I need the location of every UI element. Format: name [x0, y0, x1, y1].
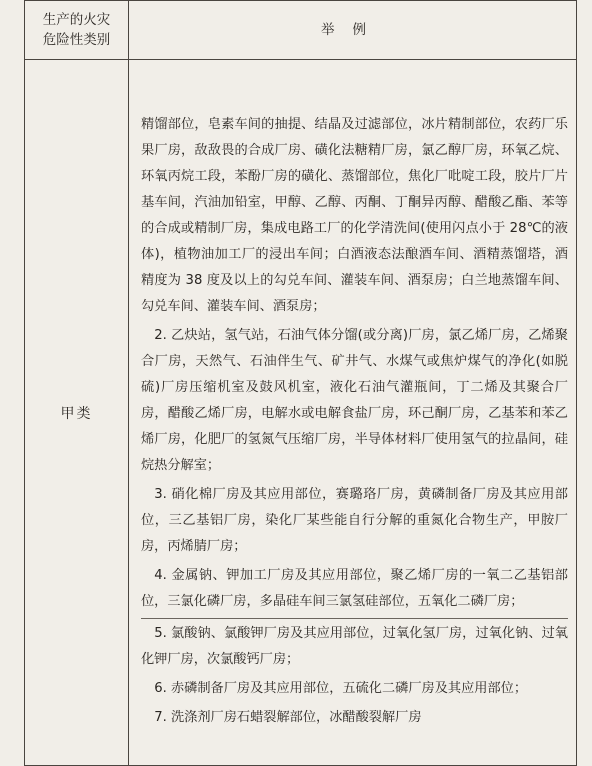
fire-hazard-table — [24, 0, 577, 766]
example-entry-3: 3. 硝化棉厂房及其应用部位，赛璐珞厂房，黄磷制备厂房及其应用部位，三乙基铝厂房，染化厂某些能自行分解的重氮化合物生产，甲胺厂房，丙烯腈厂房； — [141, 487, 568, 554]
examples-list — [129, 60, 576, 734]
example-entry-6: 6. 赤磷制备厂房及其应用部位，五硫化二磷厂房及其应用部位； — [154, 681, 528, 696]
header-examples-column: 举例 — [129, 1, 577, 60]
category-cell: 甲类 — [25, 60, 129, 766]
example-entry-4: 4. 金属钠、钾加工厂房及其应用部位，聚乙烯厂房的一氧二乙基铝部位，三氯化磷厂房，多晶硅车间三氯氢硅部位，五氧化二磷厂房； — [141, 568, 568, 609]
header-category-column — [25, 1, 129, 60]
example-entry-5: 5. 氯酸钠、氯酸钾厂房及其应用部位，过氧化氢厂房，过氧化钠、过氧化钾厂房，次氯酸钙厂房； — [141, 618, 568, 676]
header-category-line2: 危险性类别 — [42, 32, 111, 48]
table-header-row — [25, 1, 577, 60]
example-entry-2: 2. 乙炔站，氢气站，石油气体分馏(或分离)厂房，氯乙烯厂房，乙烯聚合厂房，天然气、石油伴生气、矿井气、水煤气或焦炉煤气的净化(如脱硫)厂房压缩机室及鼓风机室，液化石油气灌瓶间，丁二烯及其聚合厂房，醋酸乙烯厂房，电解水或电解食盐厂房，环己酮厂房，乙基苯和苯乙烯厂房，化肥厂的氢氮气压缩厂房，半导体材料厂使用氢气的拉晶间，硅烷热分解室； — [141, 328, 568, 473]
table-row — [25, 60, 577, 766]
example-entry-1: 精馏部位，皂素车间的抽提、结晶及过滤部位，冰片精制部位，农药厂乐果厂房，敌敌畏的合成厂房、磺化法糖精厂房，氯乙醇厂房，环氧乙烷、环氧丙烷工段，苯酚厂房的磺化、蒸馏部位，焦化厂吡啶工段，胶片厂片基车间，汽油加铅室，甲醇、乙醇、丙酮、丁酮异丙醇、醋酸乙酯、苯等的合成或精制厂房，集成电路工厂的化学清洗间(使用闪点小于 28℃的液体)，植物油加工厂的浸出车间；白酒液态法酿酒车间、酒精蒸馏塔，酒精度为 38 度及以上的勾兑车间、灌装车间、酒泵房；白兰地蒸馏车间、勾兑车间、灌装车间、酒泵房； — [141, 117, 568, 314]
examples-cell — [129, 60, 577, 766]
example-entry-7: 7. 洗涤剂厂房石蜡裂解部位，冰醋酸裂解厂房 — [154, 710, 422, 725]
header-category-line1: 生产的火灾 — [42, 12, 111, 28]
